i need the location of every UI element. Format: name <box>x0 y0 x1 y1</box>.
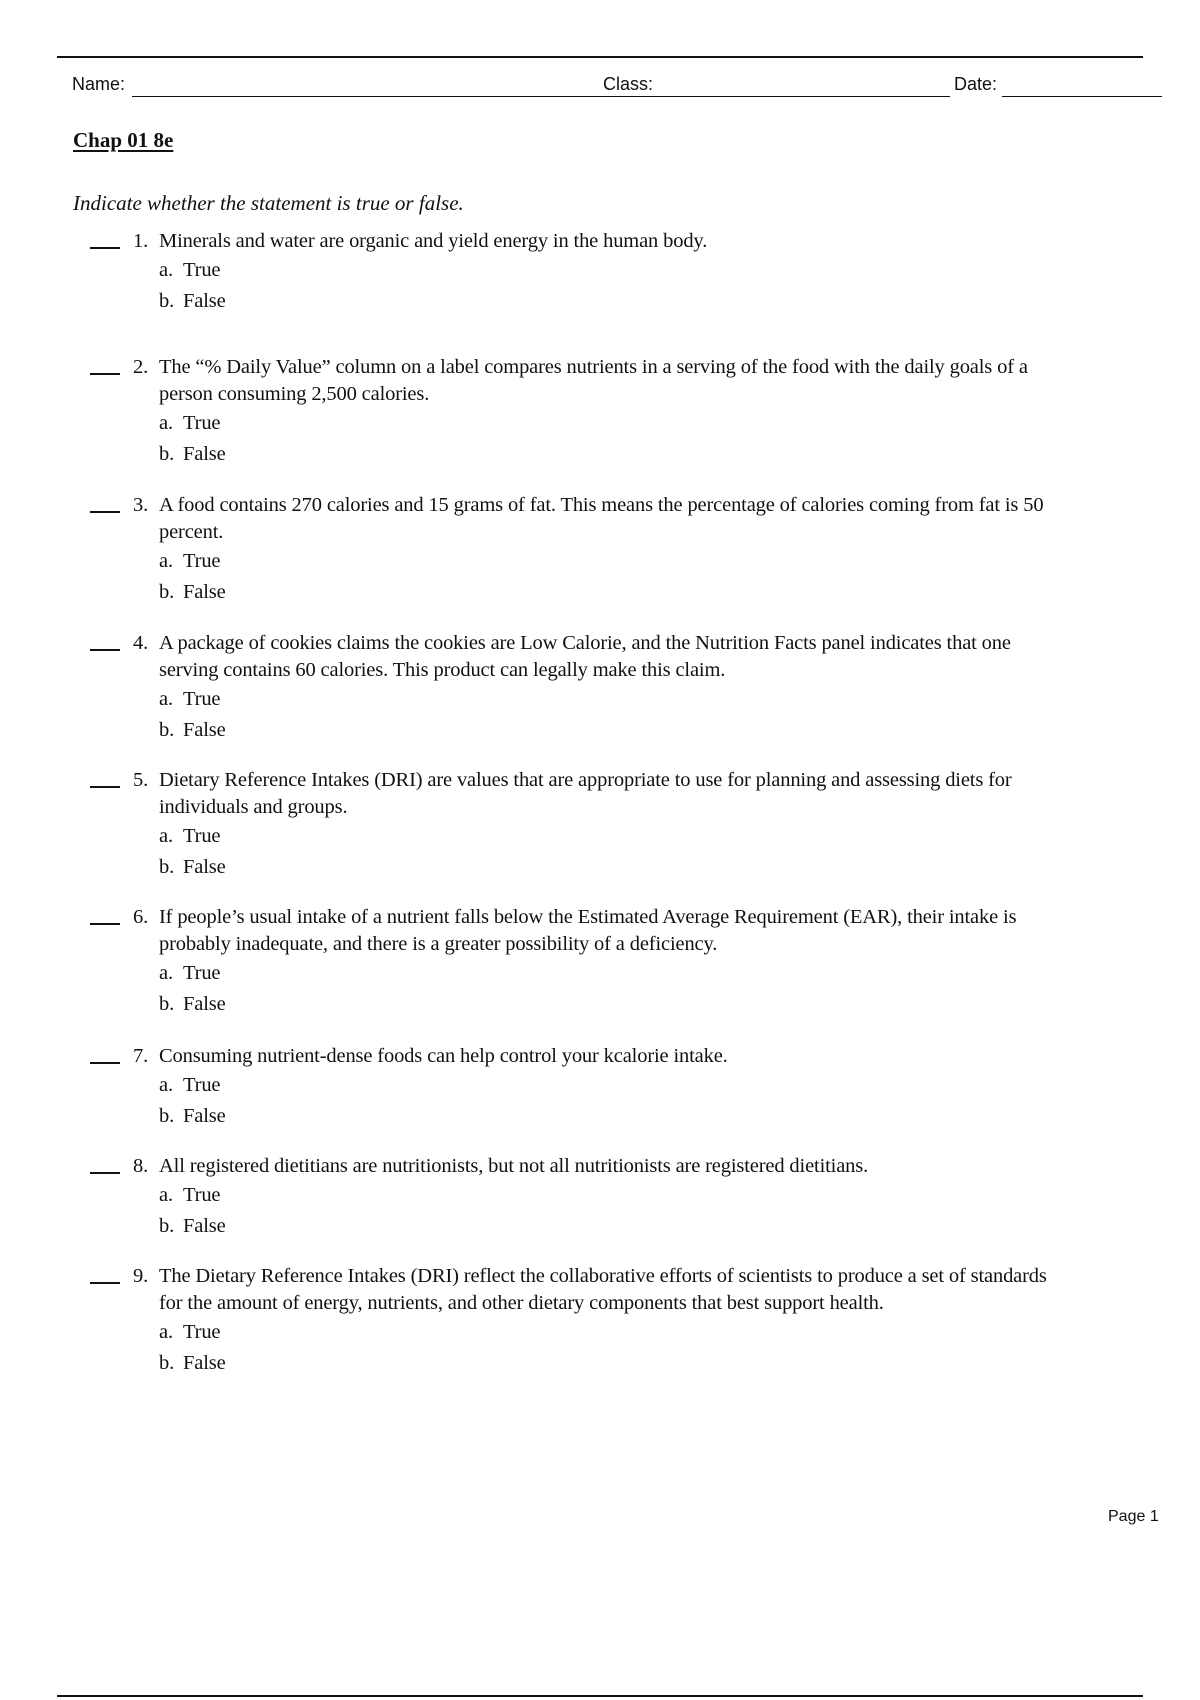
answer-option <box>159 717 226 744</box>
question-text: If people’s usual intake of a nutrient falls below the Estimated Average Requirement (EAR), their intake is <box>159 906 1017 928</box>
answer-option <box>159 1182 220 1209</box>
answer-option <box>159 579 226 606</box>
option-letter: b. <box>159 443 175 465</box>
question-number: 3. <box>133 494 149 516</box>
option-text: False <box>183 856 226 878</box>
option-letter: a. <box>159 412 173 434</box>
date-label: Date: <box>954 74 998 94</box>
question-number: 5. <box>133 769 149 791</box>
option-letter: b. <box>159 719 175 741</box>
option-letter: b. <box>159 1105 175 1127</box>
question-number: 9. <box>133 1265 149 1287</box>
answer-option <box>159 854 226 881</box>
option-text: True <box>183 412 221 434</box>
question-text: for the amount of energy, nutrients, and other dietary components that best support health. <box>159 1292 884 1314</box>
question-text: percent. <box>159 521 224 543</box>
option-letter: a. <box>159 550 173 572</box>
answer-blank[interactable] <box>90 1172 120 1174</box>
answer-option <box>159 410 220 437</box>
question-text: A food contains 270 calories and 15 grams of fat. This means the percentage of calories coming from fat is 50 <box>159 494 1044 516</box>
page-title: Chap 01 8e <box>73 128 174 152</box>
page-number: Page 1 <box>1108 1508 1159 1525</box>
option-letter: a. <box>159 259 173 281</box>
option-letter: b. <box>159 581 175 603</box>
answer-option <box>159 257 220 284</box>
option-text: False <box>183 443 226 465</box>
option-letter: a. <box>159 1184 173 1206</box>
question-text: person consuming 2,500 calories. <box>159 383 430 405</box>
answer-option <box>159 1213 226 1240</box>
answer-blank[interactable] <box>90 649 120 651</box>
option-letter: a. <box>159 688 173 710</box>
question-text: The Dietary Reference Intakes (DRI) reflect the collaborative efforts of scientists to produce a set of standards <box>159 1265 1047 1287</box>
name-label: Name: <box>72 74 126 94</box>
answer-option <box>159 1072 220 1099</box>
option-letter: b. <box>159 290 175 312</box>
question-text: A package of cookies claims the cookies are Low Calorie, and the Nutrition Facts panel indicates that one <box>159 632 1011 654</box>
option-text: False <box>183 1215 226 1237</box>
answer-blank[interactable] <box>90 923 120 925</box>
answer-option <box>159 960 220 987</box>
answer-blank[interactable] <box>90 1282 120 1284</box>
option-letter: b. <box>159 856 175 878</box>
option-letter: a. <box>159 1321 173 1343</box>
option-text: True <box>183 962 221 984</box>
option-letter: b. <box>159 1215 175 1237</box>
option-text: True <box>183 550 221 572</box>
option-letter: b. <box>159 993 175 1015</box>
question-text: Dietary Reference Intakes (DRI) are values that are appropriate to use for planning and assessing diets for <box>159 769 1012 791</box>
answer-option <box>159 1103 226 1130</box>
date-field[interactable] <box>1002 96 1162 97</box>
answer-blank[interactable] <box>90 373 120 375</box>
question-number: 7. <box>133 1045 149 1067</box>
answer-blank[interactable] <box>90 1062 120 1064</box>
name-field[interactable] <box>132 96 670 97</box>
option-letter: a. <box>159 962 173 984</box>
option-text: False <box>183 719 226 741</box>
answer-option <box>159 441 226 468</box>
question-text: The “% Daily Value” column on a label compares nutrients in a serving of the food with the daily goals of a <box>159 356 1028 378</box>
option-text: False <box>183 1105 226 1127</box>
option-text: False <box>183 581 226 603</box>
answer-blank[interactable] <box>90 247 120 249</box>
question-number: 4. <box>133 632 149 654</box>
option-text: True <box>183 1074 221 1096</box>
question-number: 8. <box>133 1155 149 1177</box>
class-field[interactable] <box>660 96 950 97</box>
question-number: 6. <box>133 906 149 928</box>
option-text: True <box>183 1321 221 1343</box>
option-letter: a. <box>159 1074 173 1096</box>
option-letter: b. <box>159 1352 175 1374</box>
answer-option <box>159 288 226 315</box>
option-text: True <box>183 825 221 847</box>
answer-option <box>159 991 226 1018</box>
question-number: 1. <box>133 230 149 252</box>
option-letter: a. <box>159 825 173 847</box>
answer-blank[interactable] <box>90 786 120 788</box>
question-text: Minerals and water are organic and yield energy in the human body. <box>159 230 708 252</box>
bottom-rule <box>57 1695 1143 1697</box>
option-text: False <box>183 993 226 1015</box>
answer-option <box>159 548 220 575</box>
student-info-header <box>72 72 1162 100</box>
option-text: False <box>183 290 226 312</box>
option-text: True <box>183 1184 221 1206</box>
question-text: probably inadequate, and there is a greater possibility of a deficiency. <box>159 933 718 955</box>
answer-option <box>159 686 220 713</box>
question-text: individuals and groups. <box>159 796 348 818</box>
class-label: Class: <box>603 74 654 94</box>
option-text: True <box>183 259 221 281</box>
option-text: False <box>183 1352 226 1374</box>
option-text: True <box>183 688 221 710</box>
answer-option <box>159 1319 220 1346</box>
answer-option <box>159 1350 226 1377</box>
question-number: 2. <box>133 356 149 378</box>
question-text: serving contains 60 calories. This product can legally make this claim. <box>159 659 726 681</box>
question-text: All registered dietitians are nutritionists, but not all nutritionists are registered dietitians. <box>159 1155 869 1177</box>
answer-blank[interactable] <box>90 511 120 513</box>
instructions: Indicate whether the statement is true or false. <box>73 191 464 215</box>
top-rule <box>57 56 1143 58</box>
question-text: Consuming nutrient-dense foods can help control your kcalorie intake. <box>159 1045 728 1067</box>
answer-option <box>159 823 220 850</box>
